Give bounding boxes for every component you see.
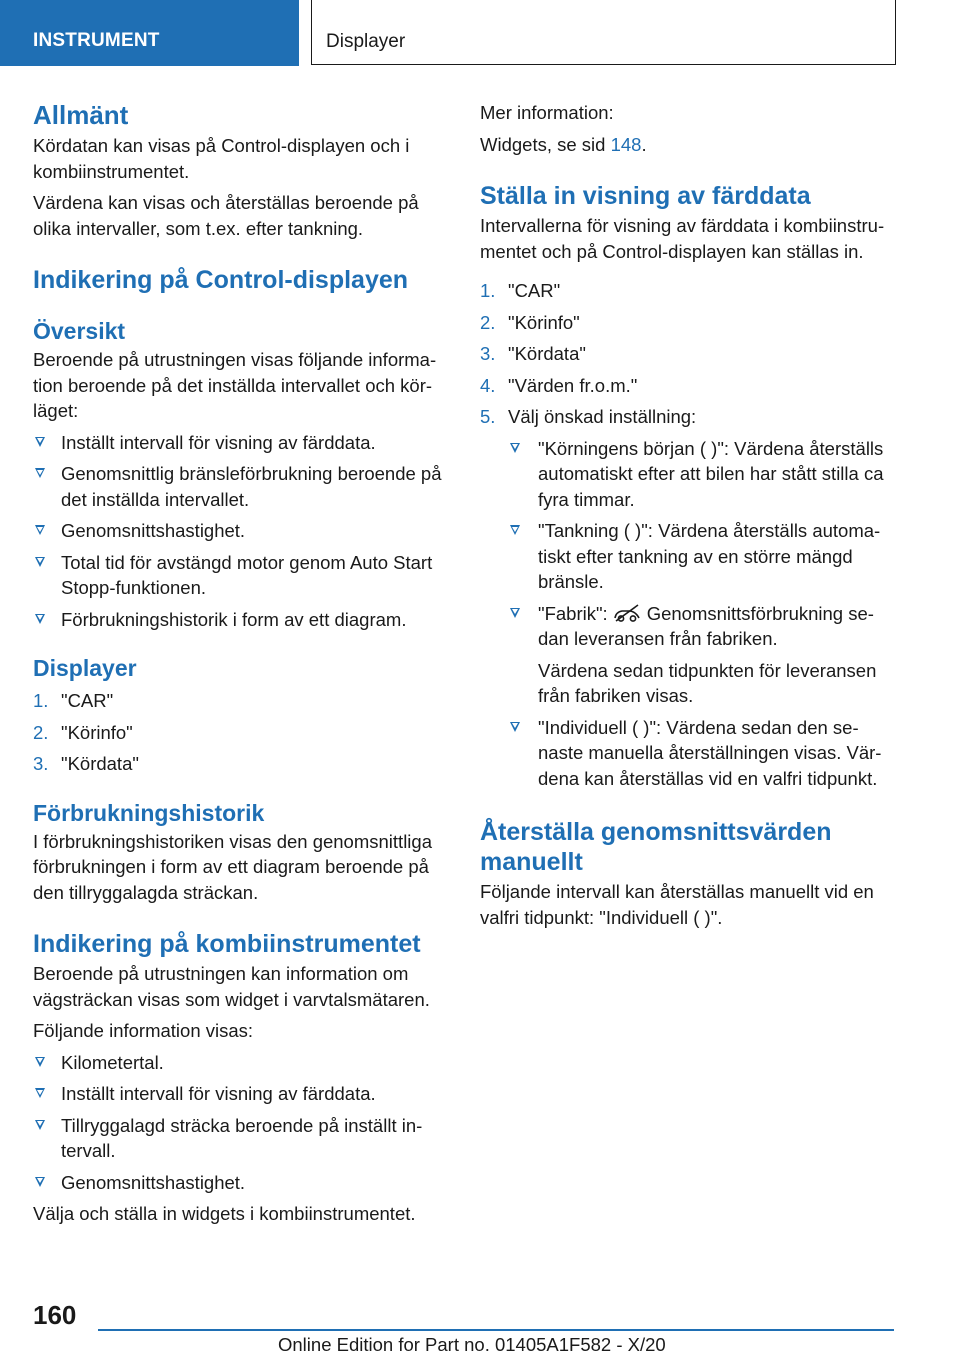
triangle-bullet-icon — [35, 525, 45, 535]
list-item: Genomsnittlig bränsleförbrukning beroende på det inställda intervallet. — [33, 461, 445, 512]
list-item: Kilometertal. — [33, 1050, 445, 1076]
kombi-list — [33, 1050, 445, 1196]
section-label: INSTRUMENT — [33, 30, 160, 51]
list-item: "Individuell ( )": Värdena sedan den se-naste manuella återställningen visas. Vär-dena kan återställas vid en valfri tidpunkt. — [508, 715, 896, 792]
heading-aterstalla: Återställa genomsnittsvärden manuellt — [480, 818, 832, 876]
left-column — [33, 100, 445, 1227]
paragraph: Widgets, se sid 148. — [480, 133, 647, 155]
paragraph: Följande information visas: — [33, 1020, 254, 1041]
sub-note: Värdena sedan tidpunkten för leveransen från fabriken visas. — [538, 659, 877, 706]
triangle-bullet-icon — [35, 557, 45, 567]
triangle-bullet-icon — [35, 1177, 45, 1187]
list-item: 2. "Körinfo" — [33, 721, 133, 743]
paragraph: Följande intervall kan återställas manuellt vid en valfri tidpunkt: "Individuell ( )". — [480, 881, 874, 928]
heading-control-display: Indikering på Control-displayen — [33, 266, 409, 294]
heading-allmant: Allmänt — [33, 100, 129, 130]
list-item: Genomsnittshastighet. — [33, 1170, 445, 1196]
list-item: Total tid för avstängd motor genom Auto Start Stopp-funktionen. — [33, 550, 445, 601]
triangle-bullet-icon — [35, 1120, 45, 1130]
triangle-bullet-icon — [35, 614, 45, 624]
setting-steps — [480, 278, 896, 791]
page-header — [0, 0, 960, 66]
paragraph: Beroende på utrustningen visas följande informa-tion beroende på det inställda intervallet och kör-läget: — [33, 349, 437, 421]
list-item: Genomsnittshastighet. — [33, 518, 445, 544]
heading-forbrukningshistorik: Förbrukningshistorik — [33, 799, 265, 826]
right-column — [480, 100, 896, 930]
list-item: Inställt intervall för visning av färddata. — [33, 1081, 445, 1107]
triangle-bullet-icon — [510, 443, 520, 453]
paragraph: Kördatan kan visas på Control-displayen och i kombiinstrumentet. — [33, 135, 410, 182]
setting-options — [508, 436, 896, 792]
overview-list — [33, 430, 445, 633]
heading-displayer: Displayer — [33, 655, 137, 681]
heading-stalla-in: Ställa in visning av färddata — [480, 182, 811, 210]
list-item: "Körningens början ( )": Värdena återställs automatiskt efter att bilen har stått stilla ca fyra timmar. — [508, 436, 896, 513]
triangle-bullet-icon — [510, 722, 520, 732]
triangle-bullet-icon — [510, 525, 520, 535]
paragraph: Intervallerna för visning av färddata i kombiinstru-mentet och på Control-displayen kan ställas in. — [480, 215, 885, 262]
list-item: 1. "CAR" — [480, 280, 561, 301]
edition-text: Online Edition for Part no. 01405A1F582 - X/20 — [278, 1334, 666, 1355]
triangle-bullet-icon — [510, 608, 520, 618]
footer-divider — [98, 1329, 894, 1331]
factory-car-icon — [612, 603, 642, 623]
paragraph: Mer information: — [480, 102, 614, 123]
section-tab — [0, 0, 299, 66]
paragraph: Välja och ställa in widgets i kombiinstrumentet. — [33, 1203, 416, 1224]
paragraph: Värdena kan visas och återställas beroende på olika intervaller, som t.ex. efter tankning. — [33, 192, 419, 239]
list-item: 5. Välj önskad inställning: "Körningens början ( )": Värdena återställs automatiskt efter att bilen har stått stilla ca fyra timmar. "Tankning ( )": Värdena återställs automa-tiskt efter tankning av en större mängd bränsle. "Fabrik": Genomsnittsförbrukning se-dan leveransen från fabriken. Värdena sedan tidpunkten för leveransen från fabriken visas. "Individuell ( )": Värdena sedan den se-naste manuella återställningen visas. Vär-dena kan återställas vid en valfri tidpunkt. — [480, 404, 896, 791]
paragraph: Beroende på utrustningen kan information om vägsträckan visas som widget i varvtalsmätaren. — [33, 963, 430, 1010]
list-item: 1. "CAR" — [33, 690, 114, 711]
triangle-bullet-icon — [35, 1057, 45, 1067]
page-link[interactable]: 148 — [610, 133, 642, 155]
list-item: 3. "Kördata" — [480, 343, 586, 364]
list-item: Tillryggalagd sträcka beroende på inställt in-tervall. — [33, 1113, 445, 1164]
list-item: 2. "Körinfo" — [480, 311, 580, 333]
chapter-tab — [311, 0, 896, 65]
list-item: 3. "Kördata" — [33, 753, 139, 774]
heading-kombiinstrument: Indikering på kombiinstrumentet — [33, 930, 421, 958]
list-item: "Fabrik": Genomsnittsförbrukning se-dan leveransen från fabriken. Värdena sedan tidpunkten för leveransen från fabriken visas. — [508, 601, 896, 709]
triangle-bullet-icon — [35, 1088, 45, 1098]
chapter-title: Displayer — [326, 31, 406, 52]
display-steps — [33, 688, 445, 777]
paragraph: I förbrukningshistoriken visas den genomsnittliga förbrukningen i form av ett diagram beroende på den tillryggalagda sträckan. — [33, 830, 432, 903]
triangle-bullet-icon — [35, 468, 45, 478]
triangle-bullet-icon — [35, 437, 45, 447]
list-item: Inställt intervall för visning av färddata. — [33, 430, 445, 456]
page-number: 160 — [33, 1300, 77, 1330]
heading-oversikt: Översikt — [33, 318, 126, 344]
list-item: Förbrukningshistorik i form av ett diagram. — [33, 607, 445, 633]
list-item: 4. "Värden fr.o.m." — [480, 374, 638, 396]
list-item: "Tankning ( )": Värdena återställs automa-tiskt efter tankning av en större mängd bränsle. — [508, 518, 896, 595]
